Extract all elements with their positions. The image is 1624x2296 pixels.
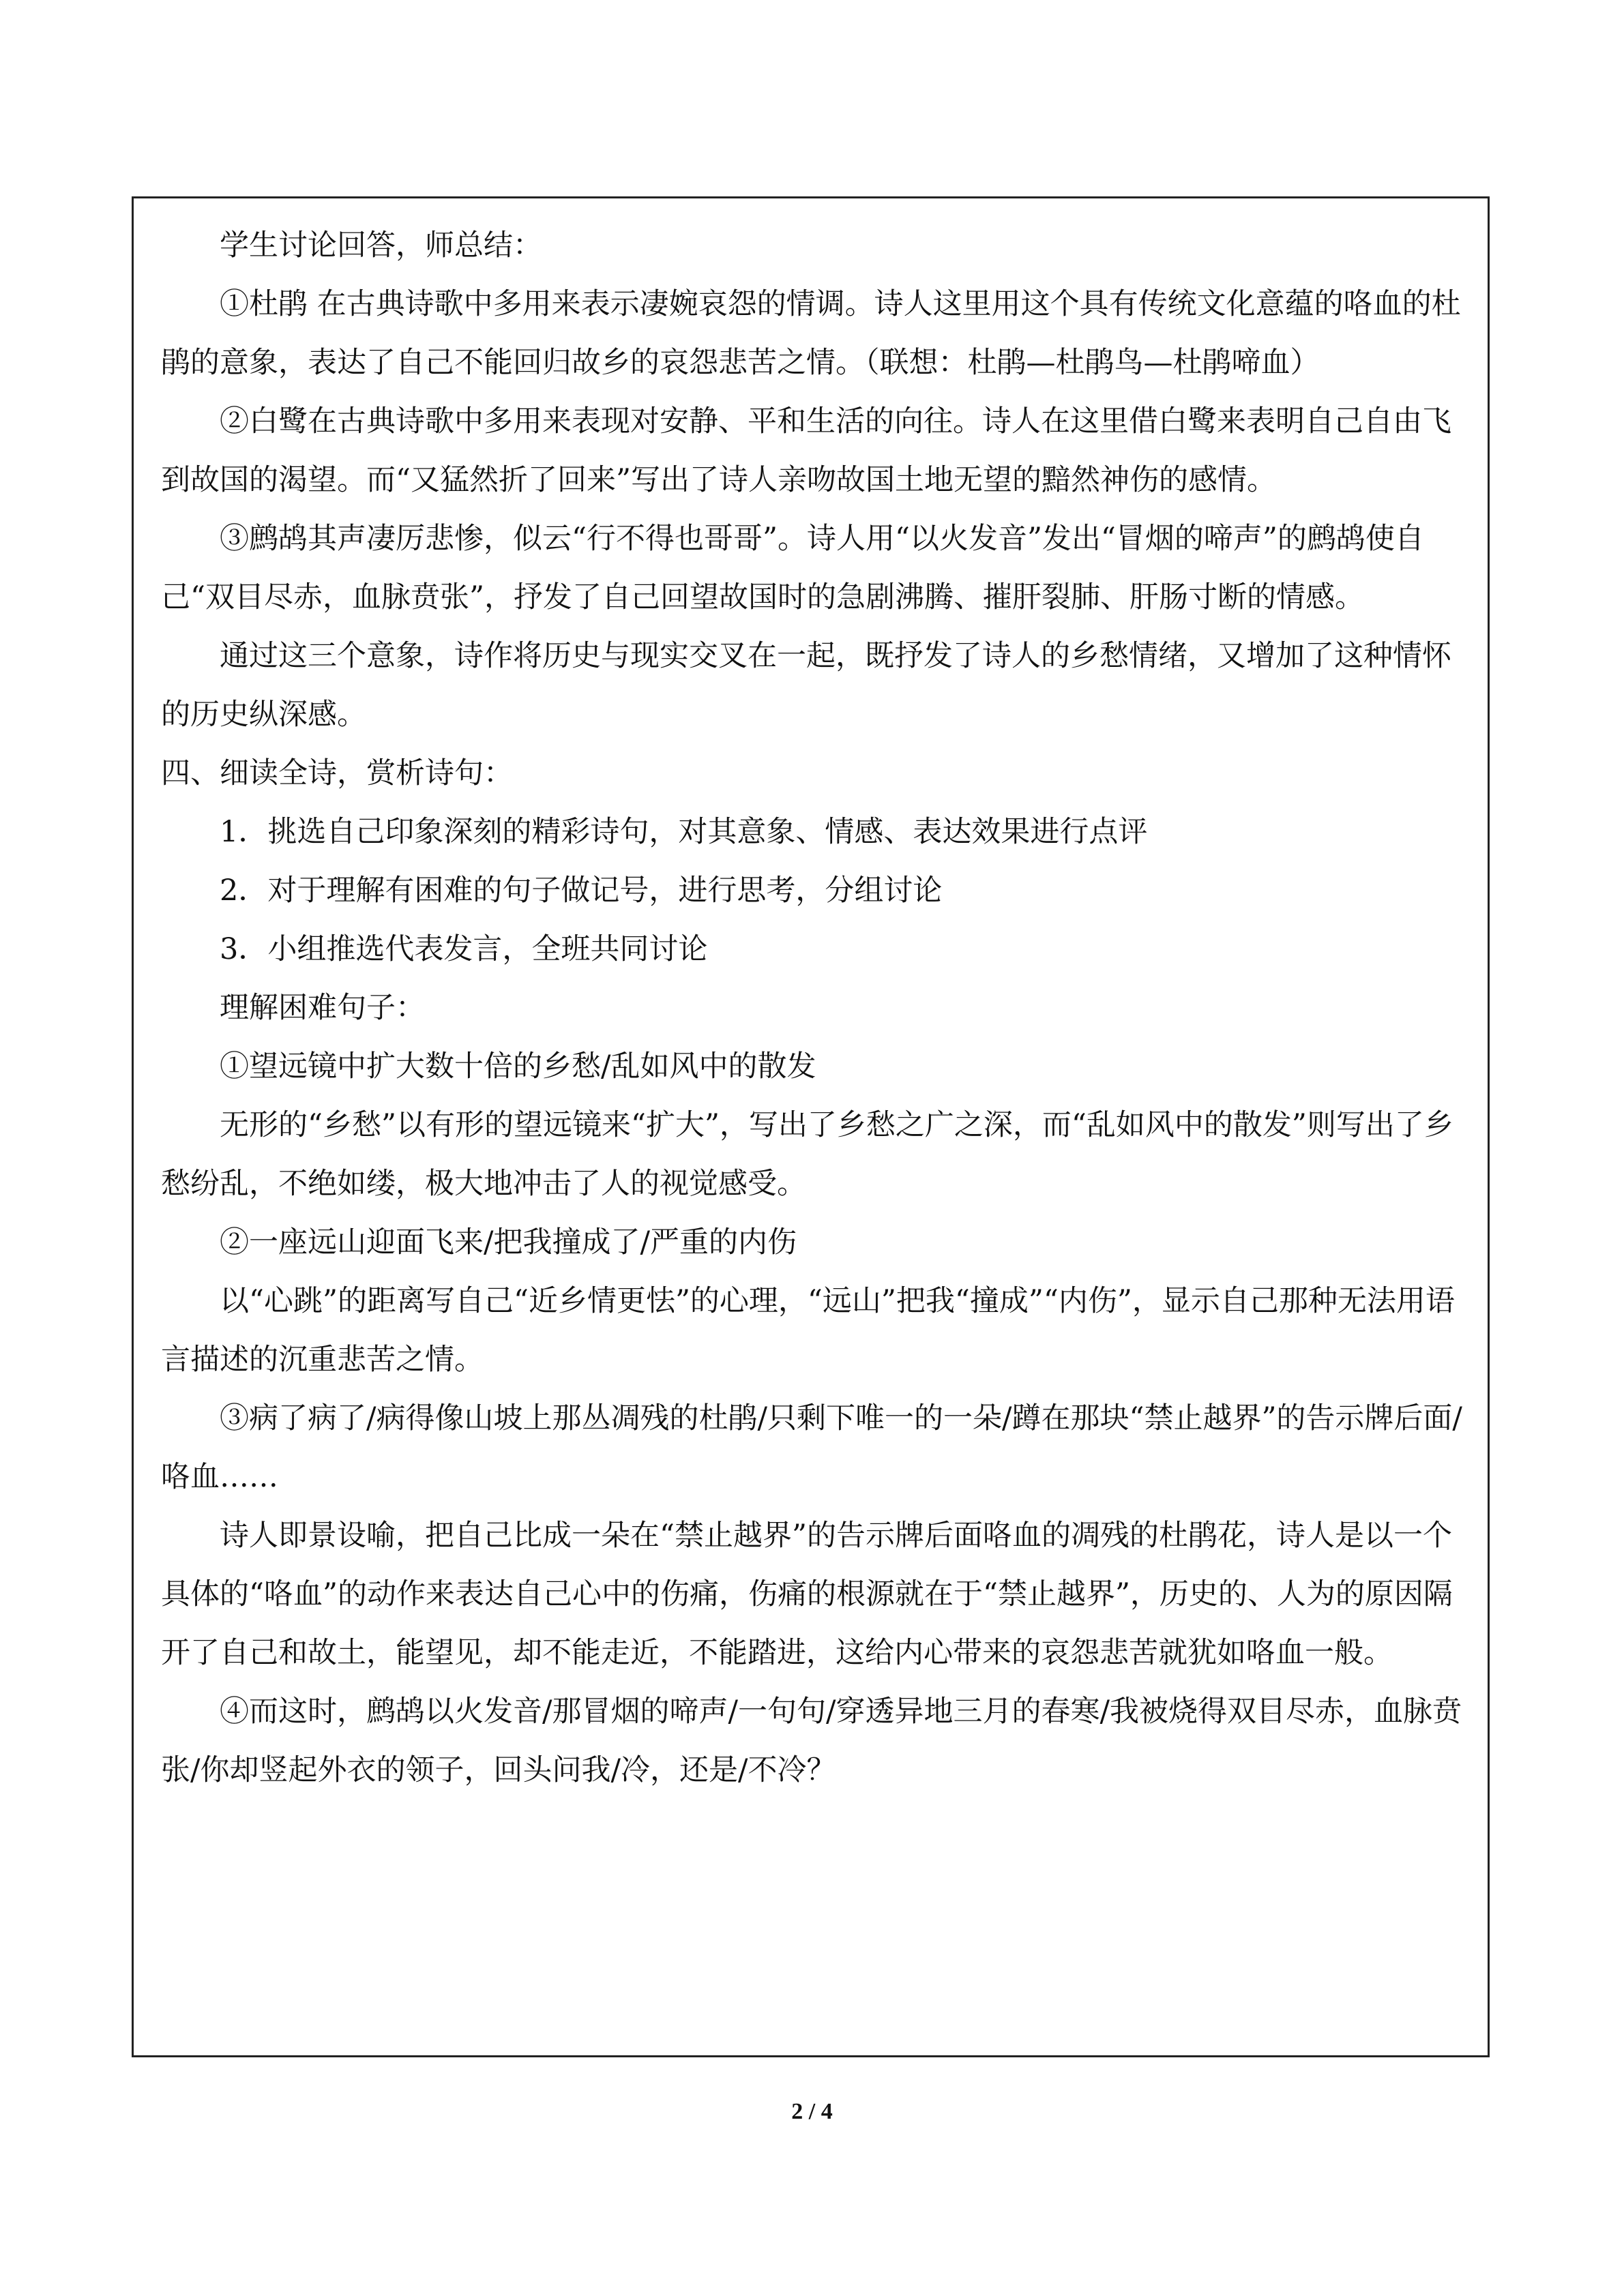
- section-heading: 四、细读全诗，赏析诗句：: [161, 756, 513, 790]
- paragraph: 通过这三个意象，诗作将历史与现实交叉在一起，既抒发了诗人的乡愁情绪，又增加了这种情怀的历史纵深感。: [161, 639, 1451, 732]
- poem-line: ①望远镜中扩大数十倍的乡愁/乱如风中的散发: [220, 1049, 816, 1084]
- page-number: 2 / 4: [791, 2099, 833, 2124]
- lesson-plan-box: [132, 196, 1490, 2057]
- poem-line: ③病了病了/病得像山坡上那丛凋残的杜鹃/只剩下唯一的一朵/蹲在那块“禁止越界”的告示牌后面/咯血……: [161, 1401, 1462, 1494]
- subheading: 理解困难句子：: [220, 991, 425, 1025]
- paragraph: ③鹧鸪其声凄厉悲惨，似云“行不得也哥哥”。诗人用“以火发音”发出“冒烟的啼声”的鹧鸪使自己“双目尽赤，血脉贲张”，抒发了自己回望故国时的急剧沸腾、摧肝裂肺、肝肠寸断的情感。: [161, 522, 1424, 614]
- list-item: 2．对于理解有困难的句子做记号，进行思考，分组讨论: [220, 874, 943, 908]
- paragraph: 以“心跳”的距离写自己“近乡情更怯”的心理，“远山”把我“撞成”“内伤”，显示自己那种无法用语言描述的沉重悲苦之情。: [161, 1284, 1455, 1377]
- poem-line: ②一座远山迎面飞来/把我撞成了/严重的内伤: [220, 1225, 797, 1259]
- paragraph: 学生讨论回答，师总结：: [220, 228, 542, 263]
- poem-line: ④而这时，鹧鸪以火发音/那冒烟的啼声/一句句/穿透异地三月的春寒/我被烧得双目尽赤，血脉贲张/你却竖起外衣的领子，回头问我/冷，还是/不冷？: [161, 1695, 1462, 1787]
- list-item: 1．挑选自己印象深刻的精彩诗句，对其意象、情感、表达效果进行点评: [220, 815, 1148, 849]
- paragraph: 诗人即景设喻，把自己比成一朵在“禁止越界”的告示牌后面咯血的凋残的杜鹃花，诗人是以一个具体的“咯血”的动作来表达自己心中的伤痛，伤痛的根源就在于“禁止越界”，历史的、人为的原因隔开了自己和故土，能望见，却不能走近，不能踏进，这给内心带来的哀怨悲苦就犹如咯血一般。: [161, 1519, 1453, 1670]
- paragraph: 无形的“乡愁”以有形的望远镜来“扩大”，写出了乡愁之广之深，而“乱如风中的散发”则写出了乡愁纷乱，不绝如缕，极大地冲击了人的视觉感受。: [161, 1108, 1453, 1201]
- paragraph: ①杜鹃 在古典诗歌中多用来表示凄婉哀怨的情调。诗人这里用这个具有传统文化意蕴的咯血的杜鹃的意象，表达了自己不能回归故乡的哀怨悲苦之情。（联想：杜鹃—杜鹃鸟—杜鹃啼血）: [161, 287, 1461, 380]
- list-item: 3．小组推选代表发言，全班共同讨论: [220, 932, 708, 966]
- paragraph-list: [161, 216, 1467, 1800]
- paragraph: ②白鹭在古典诗歌中多用来表现对安静、平和生活的向往。诗人在这里借白鹭来表明自己自由飞到故国的渴望。而“又猛然折了回来”写出了诗人亲吻故国土地无望的黯然神伤的感情。: [161, 404, 1451, 497]
